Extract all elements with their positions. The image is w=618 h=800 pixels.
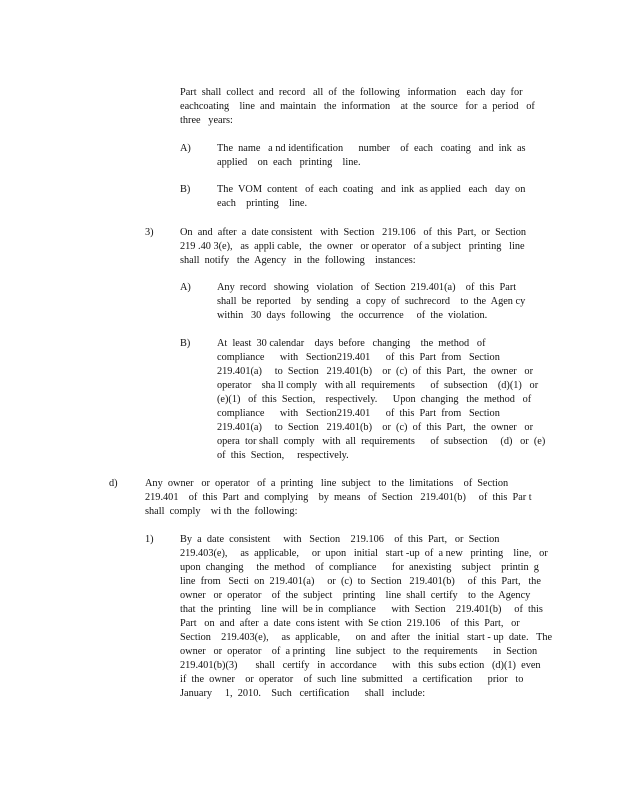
text-line: 219 .40 3(e), as appli cable, the owner or operator of a subject printing line — [180, 241, 525, 252]
text-line: Any record showing violation of Section 219.401(a) of this Part — [217, 282, 517, 293]
text-line: within 30 days following the occurrence of the violation. — [217, 310, 488, 321]
text-line: compliance with Section219.401 of this Part from Section — [217, 408, 500, 419]
text-line: January 1, 2010. Such certification shall include: — [180, 688, 426, 699]
item-label: A) — [180, 282, 191, 293]
text-line: owner or operator of the subject printing line shall certify to the Agency — [180, 590, 531, 601]
text-line: that the printing line will be in compliance with Section 219.401(b) of this — [180, 604, 543, 615]
text-line: of this Section, respectively. — [217, 450, 349, 461]
text-line: 219.401 of this Part and complying by means of Section 219.401(b) of this Par t — [145, 492, 532, 503]
item-label: d) — [109, 478, 118, 489]
text-line: shall notify the Agency in the following instances: — [180, 255, 416, 266]
item-label: B) — [180, 338, 191, 349]
item-label: B) — [180, 184, 191, 195]
text-line: The name a nd identification number of each coating and ink as — [217, 143, 526, 154]
text-line: compliance with Section219.401 of this Part from Section — [217, 352, 500, 363]
text-line: Any owner or operator of a printing line subject to the limitations of Section — [145, 478, 509, 489]
text-line: shall comply wi th the following: — [145, 506, 298, 517]
item-label: A) — [180, 143, 191, 154]
text-line: Part on and after a date cons istent with Se ction 219.106 of this Part, or — [180, 618, 520, 629]
text-line: each printing line. — [217, 198, 308, 209]
text-line: 219.401(a) to Section 219.401(b) or (c) of this Part, the owner or — [217, 366, 533, 377]
text-line: Section 219.403(e), as applicable, on and after the initial start - up date. The — [180, 632, 553, 643]
text-line: operator sha ll comply with all requirements of subsection (d)(1) or — [217, 380, 539, 391]
text-line: The VOM content of each coating and ink as applied each day on — [217, 184, 526, 195]
text-line: 219.401(b)(3) shall certify in accordance with this subs ection (d)(1) even — [180, 660, 541, 671]
text-line: opera tor shall comply with all requirements of subsection (d) or (e) — [217, 436, 546, 447]
text-line: shall be reported by sending a copy of suchrecord to the Agen cy — [217, 296, 526, 307]
text-line: By a date consistent with Section 219.106 of this Part, or Section — [180, 534, 500, 545]
text-line: line from Secti on 219.401(a) or (c) to Section 219.401(b) of this Part, the — [180, 576, 541, 587]
text-line: owner or operator of a printing line subject to the requirements in Section — [180, 646, 538, 657]
text-line: At least 30 calendar days before changing the method of — [217, 338, 486, 349]
text-line: (e)(1) of this Section, respectively. Upon changing the method of — [217, 394, 532, 405]
text-line: three years: — [180, 115, 233, 126]
text-line: On and after a date consistent with Section 219.106 of this Part, or Section — [180, 227, 527, 238]
text-line: eachcoating line and maintain the information at the source for a period of — [180, 101, 535, 112]
text-line: Part shall collect and record all of the following information each day for — [180, 87, 523, 98]
item-label: 1) — [145, 534, 154, 545]
text-line: upon changing the method of compliance for anexisting subject printin g — [180, 562, 539, 573]
text-line: 219.403(e), as applicable, or upon initial start -up of a new printing line, or — [180, 548, 548, 559]
text-line: 219.401(a) to Section 219.401(b) or (c) of this Part, the owner or — [217, 422, 533, 433]
text-line: if the owner or operator of such line submitted a certification prior to — [180, 674, 524, 685]
item-label: 3) — [145, 227, 154, 238]
text-line: applied on each printing line. — [217, 157, 361, 168]
